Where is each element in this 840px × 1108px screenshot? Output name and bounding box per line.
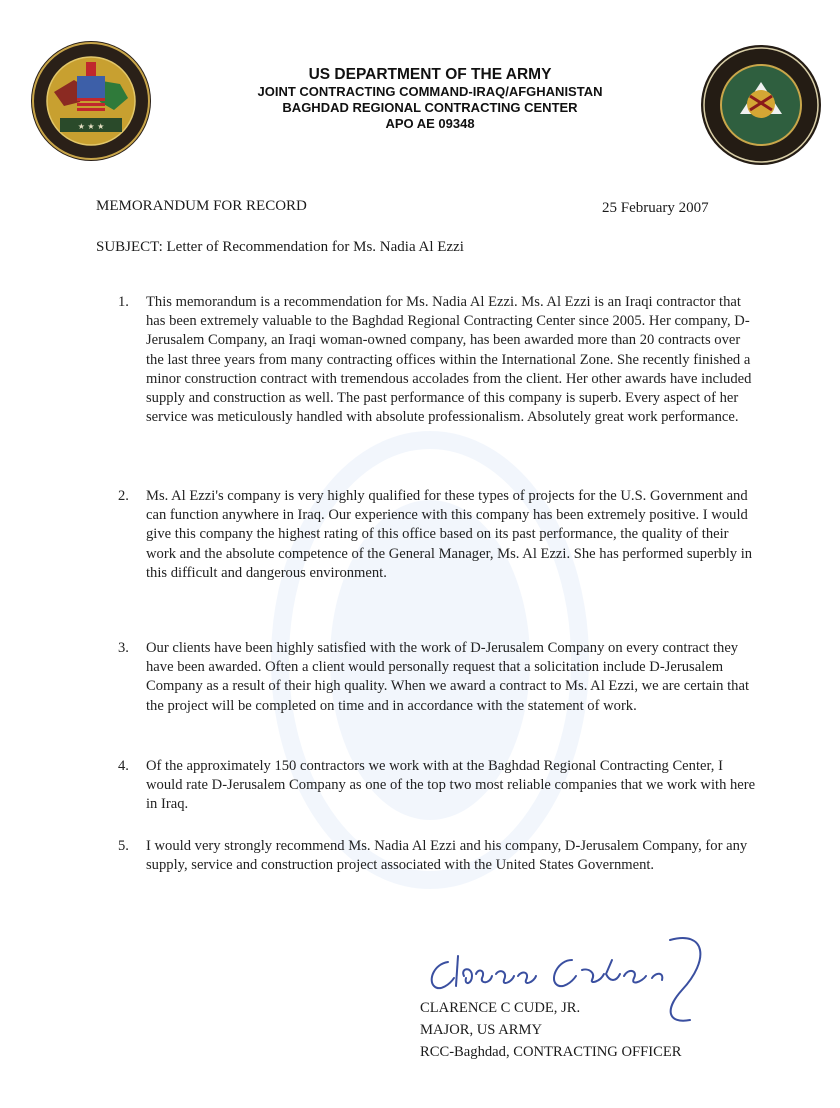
paragraph-number: 5. — [118, 838, 129, 854]
paragraph-number: 2. — [118, 488, 129, 504]
svg-text:★ ★ ★: ★ ★ ★ — [77, 122, 105, 131]
paragraph-text: Of the approximately 150 contractors we work with at the Baghdad Regional Contracting Center, I would rate D-Jerusalem Company as one of the top two most reliable companies that we work with here in Iraq. — [146, 758, 756, 813]
signer-rank: MAJOR, US ARMY — [420, 1022, 543, 1038]
paragraph-2 — [118, 487, 758, 583]
letterhead-address: APO AE 09348 — [385, 116, 475, 131]
mnf-i-seal-icon — [700, 44, 822, 166]
paragraph-number: 3. — [118, 640, 129, 656]
letterhead-department: US DEPARTMENT OF THE ARMY — [308, 66, 552, 83]
paragraph-4 — [118, 757, 758, 815]
signer-name: CLARENCE C CUDE, JR. — [420, 1000, 581, 1016]
paragraph-3 — [118, 639, 758, 716]
paragraph-text: This memorandum is a recommendation for Ms. Nadia Al Ezzi. Ms. Al Ezzi is an Iraqi contractor that has been extremely valuable to the Baghdad Regional Contracting Center since 2005. Her company, D-Jerusalem Company, an Iraqi woman-owned company, has been awarded more than 20 contracts over the last three years from many contracting offices within the International Zone. She recently finished a minor construction contract with tremendous accolades from the client. Her other awards have included supply and construction as well. The past performance of this company is superb. Every aspect of her service was meticulously handled with absolute professionalism. Absolutely great work performance. — [146, 294, 752, 426]
paragraph-1 — [118, 293, 758, 427]
signer-title: RCC-Baghdad, CONTRACTING OFFICER — [420, 1044, 682, 1060]
memo-date: 25 February 2007 — [602, 200, 709, 216]
paragraph-text: Our clients have been highly satisfied with the work of D-Jerusalem Company on every contract they have been awarded. Often a client would personally request that a solicitation include D-Jerusalem Company as a result of their high quality. When we award a contract to Ms. Al Ezzi, we are certain that the project will be completed on time and in accordance with the statement of work. — [146, 640, 750, 714]
paragraph-text: I would very strongly recommend Ms. Nadia Al Ezzi and his company, D-Jerusalem Company, for any supply, service and construction project associated with the United States Government. — [146, 838, 748, 874]
signature-block — [420, 997, 681, 1063]
paragraph-text: Ms. Al Ezzi's company is very highly qualified for these types of projects for the U.S. Government and can function anywhere in Iraq. Our experience with this company has been extremely positive. I would give this company the highest rating of this office based on its past performance, the quality of their work and the absolute competence of the General Manager, Ms. Al Ezzi. She has performed superbly in this difficult and dangerous environment. — [146, 488, 753, 581]
letterhead-center: BAGHDAD REGIONAL CONTRACTING CENTER — [282, 100, 578, 115]
letterhead — [160, 66, 700, 132]
paragraph-number: 4. — [118, 758, 129, 774]
letterhead-command: JOINT CONTRACTING COMMAND-IRAQ/AFGHANISTAN — [257, 84, 603, 99]
jcc-ia-seal-icon — [30, 40, 152, 162]
memo-subject: SUBJECT: Letter of Recommendation for Ms. Nadia Al Ezzi — [96, 239, 464, 255]
memo-for-record: MEMORANDUM FOR RECORD — [96, 198, 307, 214]
paragraph-5 — [118, 837, 758, 875]
paragraph-number: 1. — [118, 294, 129, 310]
